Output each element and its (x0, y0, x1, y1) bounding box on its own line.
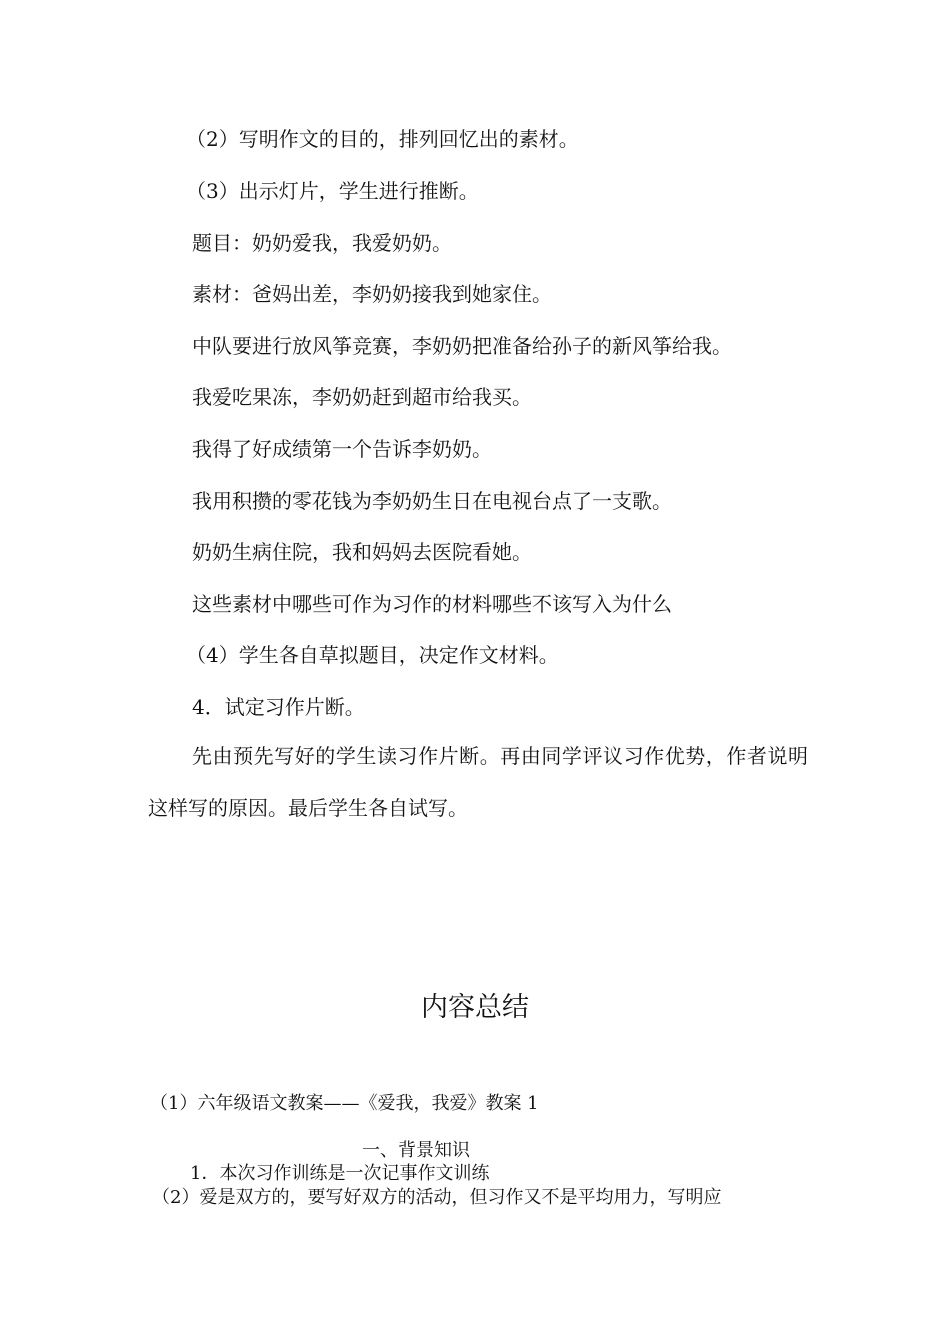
summary-item-3: 1．本次习作训练是一次记事作文训练 (190, 1163, 490, 1184)
body-line-12: 4．试定习作片断。 (192, 695, 365, 719)
body-line-3: 题目：奶奶爱我，我爱奶奶。 (192, 231, 452, 255)
summary-heading: 内容总结 (421, 992, 529, 1023)
body-line-6: 我爱吃果冻，李奶奶赶到超市给我买。 (192, 385, 532, 409)
summary-item-2: 一、背景知识 (362, 1140, 470, 1161)
body-line-9: 奶奶生病住院，我和妈妈去医院看她。 (192, 540, 532, 564)
body-line-11: （4）学生各自草拟题目，决定作文材料。 (186, 643, 559, 667)
body-line-7: 我得了好成绩第一个告诉李奶奶。 (192, 437, 492, 461)
body-line-1: （2）写明作文的目的，排列回忆出的素材。 (186, 127, 579, 151)
closing-paragraph: 先由预先写好的学生读习作片断。再由同学评议习作优势，作者说明这样写的原因。最后学生各自试写。 (148, 744, 808, 820)
summary-item-1: （1）六年级语文教案——《爱我，我爱》教案 1 (150, 1093, 539, 1114)
body-line-4: 素材：爸妈出差，李奶奶接我到她家住。 (192, 282, 552, 306)
body-line-2: （3）出示灯片，学生进行推断。 (186, 179, 479, 203)
body-line-8: 我用积攒的零花钱为李奶奶生日在电视台点了一支歌。 (192, 489, 672, 513)
body-line-5: 中队要进行放风筝竞赛，李奶奶把准备给孙子的新风筝给我。 (192, 334, 732, 358)
summary-item-4: （2）爱是双方的，要写好双方的活动，但习作又不是平均用力，写明应 (152, 1187, 722, 1208)
body-line-10: 这些素材中哪些可作为习作的材料哪些不该写入为什么 (192, 592, 672, 616)
